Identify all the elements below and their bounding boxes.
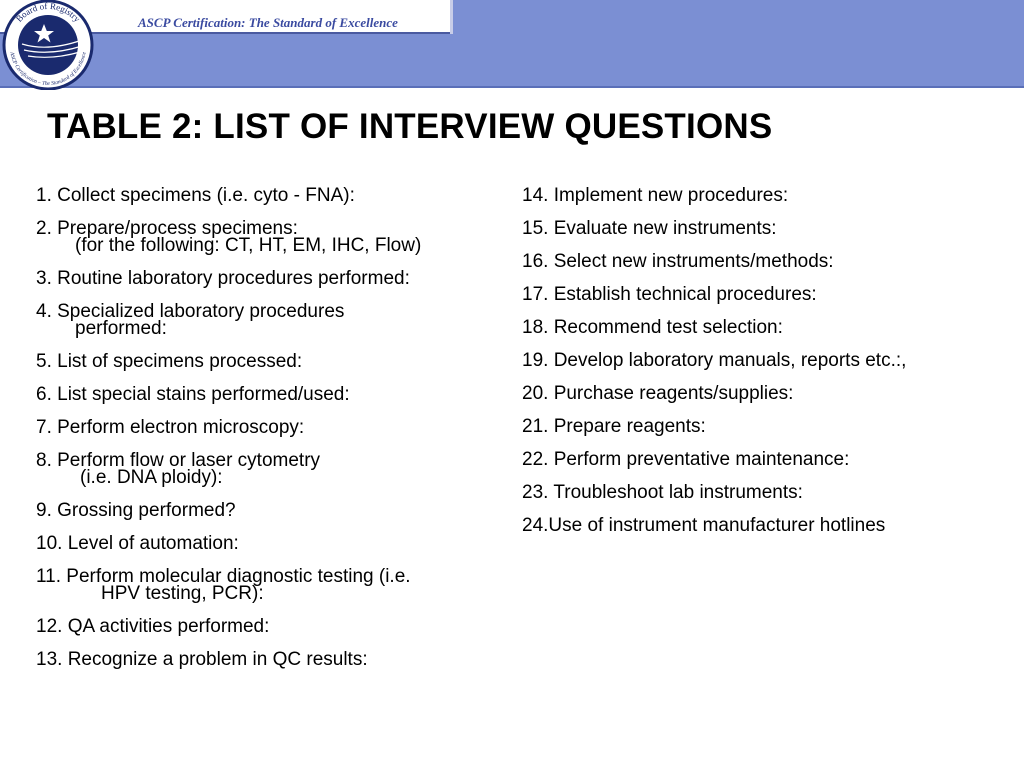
question-continuation: (for the following: CT, HT, EM, IHC, Flow) <box>75 235 422 256</box>
seal-ring-text-bottom: ASCP Certification – The Standard of Excellence <box>8 51 88 88</box>
question-continuation: performed: <box>75 318 167 339</box>
question-item <box>36 187 506 204</box>
question-item <box>36 502 506 519</box>
board-of-registry-seal-icon <box>0 0 96 90</box>
question-item <box>36 270 506 287</box>
question-text: 11. Perform molecular diagnostic testing (i.e. <box>36 566 411 587</box>
question-text: 3. Routine laboratory procedures performed: <box>36 268 410 289</box>
question-item: 22. Perform preventative maintenance: <box>522 449 850 470</box>
question-item <box>36 651 506 668</box>
question-text: 8. Perform flow or laser cytometry <box>36 450 321 471</box>
question-item <box>36 220 506 254</box>
header-tagline: ASCP Certification: The Standard of Excellence <box>138 15 398 30</box>
question-item <box>36 303 506 337</box>
question-item: 17. Establish technical procedures: <box>522 284 817 305</box>
question-item: 15. Evaluate new instruments: <box>522 218 777 239</box>
question-text: 1. Collect specimens (i.e. cyto - FNA): <box>36 185 355 206</box>
seal-ring-text-top: Board of Registry <box>13 0 83 24</box>
question-text: 10. Level of automation: <box>36 533 239 554</box>
question-item: 21. Prepare reagents: <box>522 416 706 437</box>
header-divider <box>0 86 1024 88</box>
question-item <box>36 419 506 436</box>
question-text: 13. Recognize a problem in QC results: <box>36 649 368 670</box>
question-text: 7. Perform electron microscopy: <box>36 417 305 438</box>
question-item <box>36 452 506 486</box>
question-item <box>36 386 506 403</box>
question-list-left <box>36 187 506 684</box>
slide-title: TABLE 2: LIST OF INTERVIEW QUESTIONS <box>47 107 773 146</box>
question-item <box>36 568 506 602</box>
question-item: 18. Recommend test selection: <box>522 317 783 338</box>
question-text: 6. List special stains performed/used: <box>36 384 350 405</box>
question-item <box>36 618 506 635</box>
question-item: 20. Purchase reagents/supplies: <box>522 383 794 404</box>
question-text: 12. QA activities performed: <box>36 616 270 637</box>
question-item <box>36 353 506 370</box>
question-text: 5. List of specimens processed: <box>36 351 303 372</box>
question-item <box>36 535 506 552</box>
question-item: 24.Use of instrument manufacturer hotlines <box>522 515 886 536</box>
question-item: 14. Implement new procedures: <box>522 185 789 206</box>
question-item: 23. Troubleshoot lab instruments: <box>522 482 803 503</box>
question-item: 16. Select new instruments/methods: <box>522 251 834 272</box>
question-text: 2. Prepare/process specimens: <box>36 218 298 239</box>
question-continuation: (i.e. DNA ploidy): <box>80 467 223 488</box>
question-list-right <box>522 187 1002 550</box>
question-text: 9. Grossing performed? <box>36 500 236 521</box>
question-text: 4. Specialized laboratory procedures <box>36 301 345 322</box>
question-item: 19. Develop laboratory manuals, reports etc.:, <box>522 350 907 371</box>
question-continuation: HPV testing, PCR): <box>101 583 264 604</box>
